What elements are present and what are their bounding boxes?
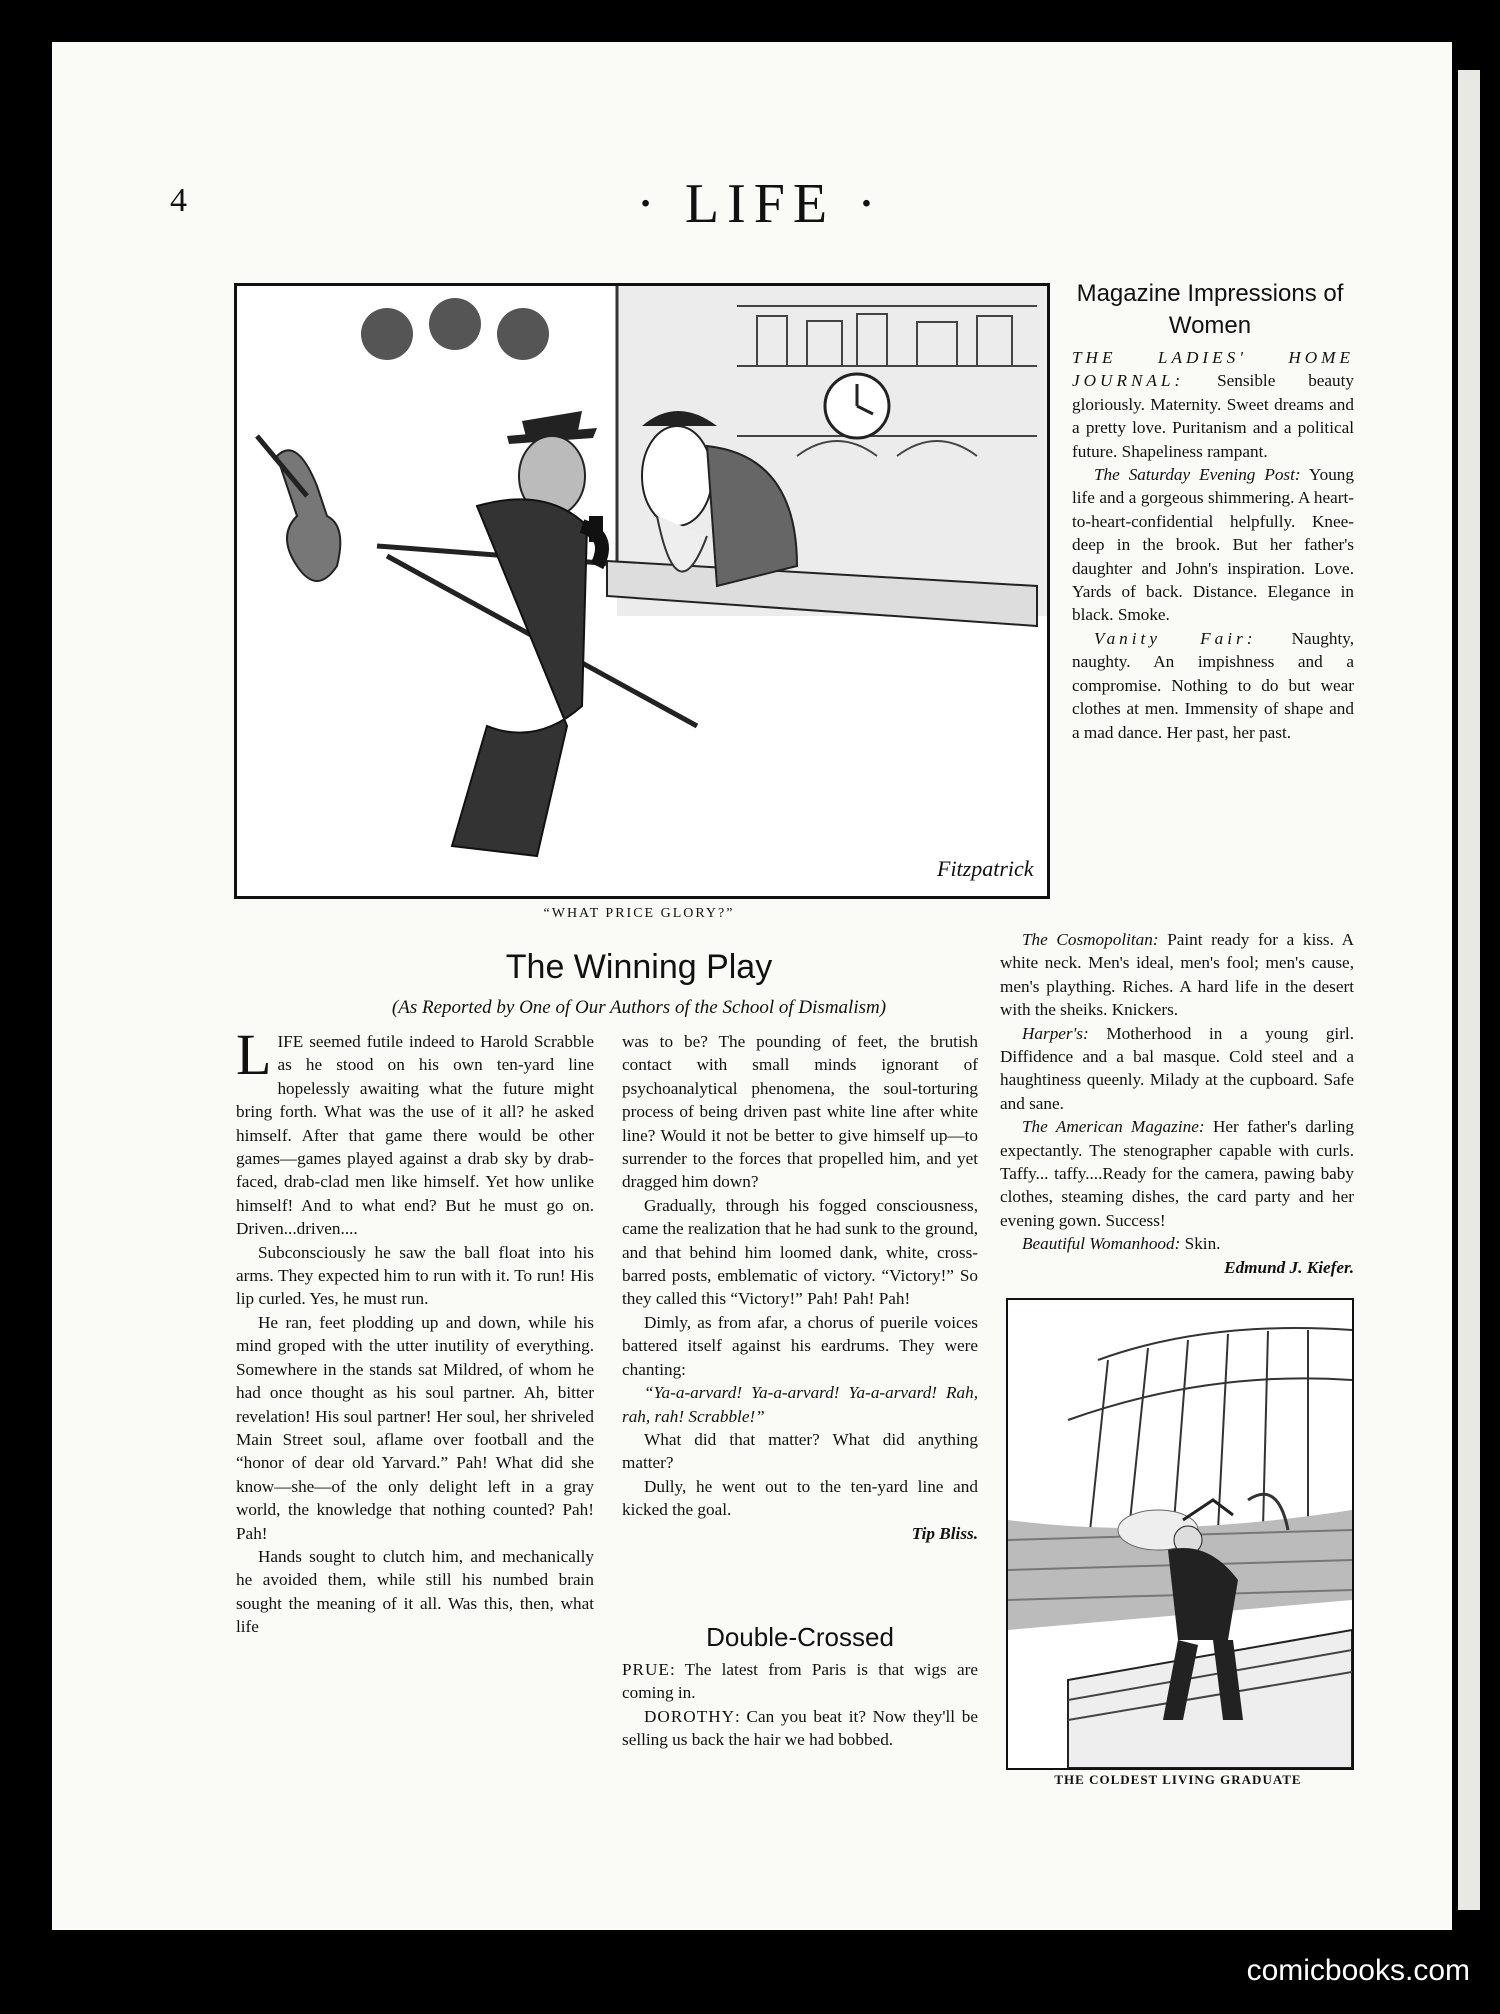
page-number: 4 — [170, 182, 187, 219]
impression-text: Paint ready for a kiss. A white neck. Men's ideal, men's fool; men's cause, men's plaything. Riches. A hard life in the desert with the sheiks. Knickers. — [1000, 930, 1354, 1020]
impression-text: Sensible beauty gloriously. Maternity. Sweet dreams and a pretty love. Puritanism and a political future. Shapeliness rampant. — [1072, 371, 1355, 461]
magazine-name: Harper's: — [1022, 1023, 1089, 1043]
paragraph: Hands sought to clutch him, and mechanically he avoided them, while still his numbed brain sought the meaning of it all. Was this, then, what life — [236, 1546, 594, 1637]
article-column-1 — [236, 1022, 594, 1639]
cartoon-drawing — [237, 286, 1047, 896]
paragraph: Gradually, through his fogged consciousness, came the realization that he had sunk to the ground, and that behind him loomed dank, white, cross-barred posts, emblematic of victory. “Victory!” So they called this “Victory!” Pah! Pah! Pah! — [622, 1195, 978, 1309]
section-title: Magazine Impressions of Women — [1076, 280, 1344, 339]
article-title: The Winning Play — [505, 948, 773, 986]
dialogue-line: : The latest from Paris is that wigs are coming in. — [622, 1660, 978, 1703]
paragraph: Subconsciously he saw the ball float into his arms. They expected him to run with it. To run! His lip curled. Yes, he must run. — [236, 1242, 594, 1309]
masthead: · LIFE · — [636, 173, 884, 235]
magazine-name: THE LADIES' HOME JOURNAL: — [1072, 348, 1354, 391]
impression-text: Young life and a gorgeous shimmering. A heart-to-heart-confidential helpfully. Knee-deep in the brook. But her father's daughter and John's inspiration. Love. Yards of back. Distance. Elegance in black. Smoke. — [1072, 465, 1354, 625]
cartoon-drawing — [1008, 1300, 1352, 1768]
watermark: comicbooks.com — [1246, 1954, 1470, 1987]
article-subtitle: (As Reported by One of Our Authors of the School of Dismalism) — [391, 997, 887, 1018]
opening-paragraph: IFE seemed futile indeed to Harold Scrabble as he stood on his own ten-yard line hopelessly awaiting what the future might bring forth. What was the use of it all? he asked himself. After that game there would be other games—games played against a drab sky by drab-faced, drab-clad men like himself. Yet how unlike himself! And to what end? But he must go on. Driven...driven.... — [236, 1032, 594, 1239]
magazine-name: Vanity Fair: — [1094, 628, 1257, 648]
paragraph: Dully, he went out to the ten-yard line and kicked the goal. — [622, 1476, 978, 1520]
coldest-graduate-illustration — [1006, 1298, 1354, 1770]
magazine-name: The Cosmopolitan: — [1022, 930, 1159, 949]
impression-text: Motherhood in a young girl. Diffidence and a bal masque. Cold steel and a haughtiness queenly. Milady at the cupboard. Safe and sane. — [1000, 1023, 1354, 1113]
article-column-2 — [622, 1030, 978, 1545]
impression-text: Her father's darling expectantly. The stenographer capable with curls. Taffy... taffy....Ready for the camera, pawing baby clothes, steaming dishes, the card party and her evening gown. Success! — [1000, 1117, 1354, 1230]
paragraph: He ran, feet plodding up and down, while his mind groped with the utter inutility of everything. Somewhere in the stands sat Mildred, of whom he had once thought as his soul partner. Ah, bitter revelation! His soul partner! Her soul, her shriveled Main Street soul, aflame over football and the “honor of dear old Yarvard.” Pah! What did she know—she—of the only delight left in a gray world, the knowledge that nothing counted? Pah! Pah! — [236, 1312, 594, 1543]
magazine-name: The Saturday Evening Post: — [1094, 465, 1301, 485]
drop-cap: L — [236, 1022, 272, 1087]
magazine-name: The American Magazine: — [1022, 1117, 1205, 1137]
author-signature: Edmund J. Kiefer. — [1224, 1257, 1354, 1277]
chant: “Ya-a-arvard! Ya-a-arvard! Ya-a-arvard! Rah, rah, rah! Scrabble!” — [622, 1383, 978, 1426]
paragraph: Dimly, as from afar, a chorus of puerile voices battered itself against his eardrums. They were chanting: — [622, 1312, 978, 1379]
what-price-glory-illustration — [234, 283, 1050, 899]
next-page-edge — [1458, 70, 1480, 1910]
author-signature: Tip Bliss. — [911, 1523, 978, 1543]
section-title: Double-Crossed — [706, 1622, 894, 1652]
speaker-name: DOROTHY — [644, 1706, 736, 1726]
dialogue — [622, 1658, 978, 1752]
dialogue-line: : Can you beat it? Now they'll be selling us back the hair we had bobbed. — [622, 1706, 978, 1750]
impressions-column — [1072, 346, 1354, 744]
speaker-name: PRUE — [622, 1660, 670, 1679]
impression-text: Skin. — [1184, 1234, 1221, 1254]
paragraph: was to be? The pounding of feet, the brutish contact with small minds ignorant of psychoanalytical phenomena, the soul-torturing process of being driven past white line after white line? Would it not be better to give himself up—to surrender to the forces that propelled him, and yet dragged him down? — [622, 1032, 978, 1192]
artist-signature: Fitzpatrick — [937, 856, 1034, 881]
illustration-caption: THE COLDEST LIVING GRADUATE — [1054, 1772, 1302, 1787]
illustration-caption: “WHAT PRICE GLORY?” — [543, 906, 735, 921]
impressions-column-wide — [1000, 928, 1354, 1279]
impression-text: Naughty, naughty. An impishness and a compromise. Nothing to do but wear clothes at men. Immensity of shape and a mad dance. Her past, her past. — [1072, 628, 1354, 742]
magazine-name: Beautiful Womanhood: — [1022, 1234, 1181, 1254]
paragraph: What did that matter? What did anything matter? — [622, 1429, 978, 1473]
